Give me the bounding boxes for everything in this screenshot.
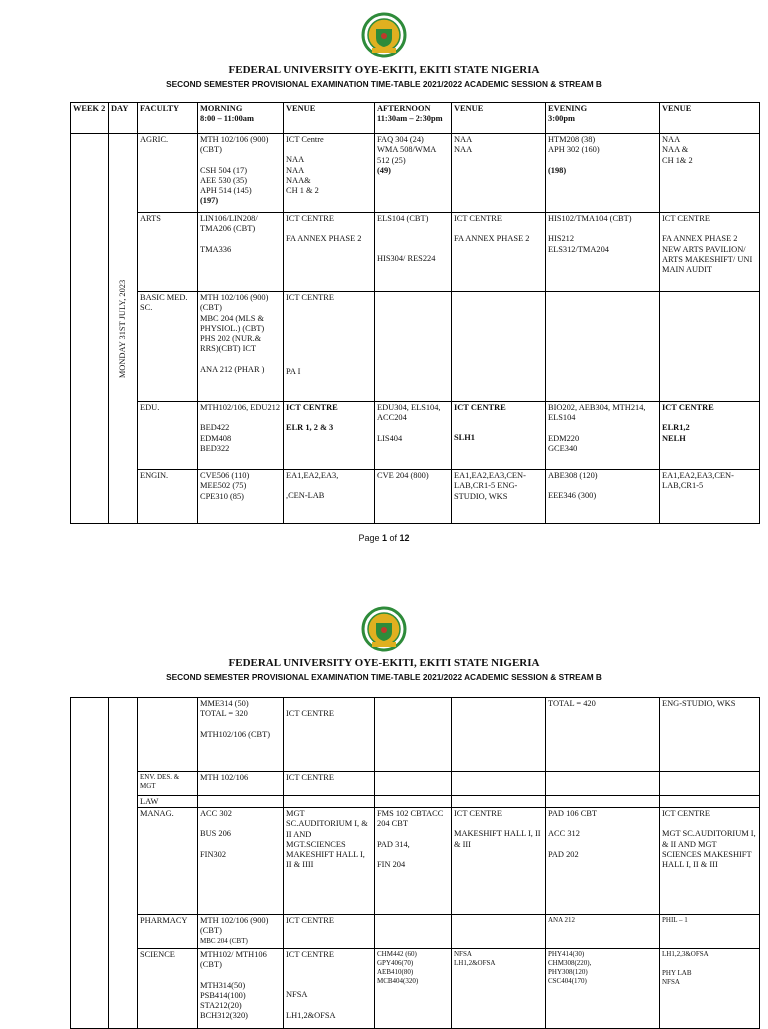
faculty-cell: BASIC MED. SC. bbox=[138, 292, 198, 402]
col-day: DAY bbox=[109, 103, 138, 134]
table-row bbox=[71, 402, 760, 470]
morning-cell: MTH 102/106 (900) (CBT) MBC 204 (CBT) bbox=[198, 915, 284, 949]
col-faculty: FACULTY bbox=[138, 103, 198, 134]
morning-cell: LIN106/LIN208/ TMA206 (CBT) TMA336 bbox=[198, 213, 284, 292]
morning-cell: MME314 (50) TOTAL = 320 MTH102/106 (CBT) bbox=[198, 698, 284, 772]
table-row bbox=[71, 772, 760, 796]
venue-cell: ICT CENTRE bbox=[284, 698, 375, 772]
table-row bbox=[71, 796, 760, 808]
timetable-subtitle: SECOND SEMESTER PROVISIONAL EXAMINATION TIME-TABLE 2021/2022 ACADEMIC SESSION & STREAM B bbox=[166, 79, 602, 89]
venue-cell: EA1,EA2,EA3,CEN-LAB,CR1-5 ENG-STUDIO, WKS bbox=[452, 470, 546, 524]
faculty-cell: AGRIC. bbox=[138, 134, 198, 213]
evening-cell: ANA 212 bbox=[546, 915, 660, 949]
venue-cell: ICT CENTRE FA ANNEX PHASE 2 bbox=[452, 213, 546, 292]
afternoon-cell: CHM442 (60) GPY406(70) AEB410(80) MCB404(320) bbox=[375, 949, 452, 1029]
evening-cell: HIS102/TMA104 (CBT) HIS212 ELS312/TMA204 bbox=[546, 213, 660, 292]
university-title: FEDERAL UNIVERSITY OYE-EKITI, EKITI STATE NIGERIA bbox=[228, 64, 540, 76]
evening-cell: HTM208 (38) APH 302 (160) (198) bbox=[546, 134, 660, 213]
venue-cell: ICT CENTRE MAKESHIFT HALL I, II & III bbox=[452, 808, 546, 915]
venue-cell: ICT CENTRE SLH1 bbox=[452, 402, 546, 470]
day-cell bbox=[109, 698, 138, 1029]
venue-cell: PHIL – 1 bbox=[660, 915, 760, 949]
venue-cell: ICT Centre NAA NAA NAA& CH 1 & 2 bbox=[284, 134, 375, 213]
venue-cell: ICT CENTRE bbox=[284, 772, 375, 796]
col-venue: VENUE bbox=[284, 103, 375, 134]
morning-cell: MTH102/106, EDU212 BED422 EDM408 BED322 bbox=[198, 402, 284, 470]
header-row bbox=[71, 103, 760, 134]
col-morning: MORNING 8:00 – 11:00am bbox=[198, 103, 284, 134]
morning-cell: MTH 102/106 (900) (CBT) MBC 204 (MLS & PHYSIOL.) (CBT) PHS 202 (NUR.& RRS)(CBT) ICT ANA 212 (PHAR ) bbox=[198, 292, 284, 402]
evening-cell: TOTAL = 420 bbox=[546, 698, 660, 772]
venue-cell: NFSA LH1,2&OFSA bbox=[452, 949, 546, 1029]
table-row bbox=[71, 134, 760, 213]
evening-cell: ABE308 (120) EEE346 (300) bbox=[546, 470, 660, 524]
venue-cell: NAA NAA & CH 1& 2 bbox=[660, 134, 760, 213]
afternoon-cell: ELS104 (CBT) HIS304/ RES224 bbox=[375, 213, 452, 292]
university-title: FEDERAL UNIVERSITY OYE-EKITI, EKITI STATE NIGERIA bbox=[228, 657, 540, 669]
faculty-cell: EDU. bbox=[138, 402, 198, 470]
table-row bbox=[71, 698, 760, 772]
faculty-cell: ENGIN. bbox=[138, 470, 198, 524]
venue-cell: LH1,2,3&OFSA PHY LAB NFSA bbox=[660, 949, 760, 1029]
table-row bbox=[71, 808, 760, 915]
venue-cell: ENG-STUDIO, WKS bbox=[660, 698, 760, 772]
evening-cell: PHY414(30) CHM308(220), PHY308(120) CSC404(170) bbox=[546, 949, 660, 1029]
venue-cell: ICT CENTRE FA ANNEX PHASE 2 bbox=[284, 213, 375, 292]
venue-cell: ICT CENTRE NFSA LH1,2&OFSA bbox=[284, 949, 375, 1029]
morning-cell: MTH102/ MTH106 (CBT) MTH314(50) PSB414(100) STA212(20) BCH312(320) bbox=[198, 949, 284, 1029]
afternoon-cell: FMS 102 CBTACC 204 CBT PAD 314, FIN 204 bbox=[375, 808, 452, 915]
day-cell: MONDAY 31ST JULY, 2023 bbox=[109, 134, 138, 524]
morning-cell: ACC 302 BUS 206 FIN302 bbox=[198, 808, 284, 915]
university-crest-icon bbox=[361, 606, 407, 652]
table-row bbox=[71, 213, 760, 292]
venue-cell: NAA NAA bbox=[452, 134, 546, 213]
faculty-cell: PHARMACY bbox=[138, 915, 198, 949]
venue-cell: ICT CENTRE PA I bbox=[284, 292, 375, 402]
venue-cell: ICT CENTRE bbox=[284, 915, 375, 949]
morning-cell: MTH 102/106 (900) (CBT) CSH 504 (17) AEE 530 (35) APH 514 (145) (197) bbox=[198, 134, 284, 213]
timetable-page2 bbox=[70, 697, 760, 1029]
faculty-cell: ENV. DES. & MGT bbox=[138, 772, 198, 796]
faculty-cell: SCIENCE bbox=[138, 949, 198, 1029]
page-number: Page 1 of 12 bbox=[358, 533, 410, 543]
venue-cell: EA1,EA2,EA3,CEN-LAB,CR1-5 bbox=[660, 470, 760, 524]
table-row bbox=[71, 470, 760, 524]
venue-cell: ICT CENTRE MGT SC.AUDITORIUM I, & II AND MGT SCIENCES MAKESHIFT HALL I, II & III bbox=[660, 808, 760, 915]
faculty-cell bbox=[138, 698, 198, 772]
faculty-cell: ARTS bbox=[138, 213, 198, 292]
evening-cell: PAD 106 CBT ACC 312 PAD 202 bbox=[546, 808, 660, 915]
week-cell bbox=[71, 134, 109, 524]
venue-cell: MGT SC.AUDITORIUM I, & II AND MGT.SCIENCES MAKESHIFT HALL I, II & IIII bbox=[284, 808, 375, 915]
venue-cell: ICT CENTRE FA ANNEX PHASE 2 NEW ARTS PAVILION/ ARTS MAKESHIFT/ UNI MAIN AUDIT bbox=[660, 213, 760, 292]
table-row bbox=[71, 915, 760, 949]
evening-cell: BIO202, AEB304, MTH214, ELS104 EDM220 GCE340 bbox=[546, 402, 660, 470]
morning-cell: MTH 102/106 bbox=[198, 772, 284, 796]
table-row bbox=[71, 949, 760, 1029]
col-venue: VENUE bbox=[452, 103, 546, 134]
faculty-cell: MANAG. bbox=[138, 808, 198, 915]
timetable-subtitle: SECOND SEMESTER PROVISIONAL EXAMINATION TIME-TABLE 2021/2022 ACADEMIC SESSION & STREAM B bbox=[166, 672, 602, 682]
col-week: WEEK 2 bbox=[71, 103, 109, 134]
week-cell bbox=[71, 698, 109, 1029]
venue-cell: ICT CENTRE ELR 1, 2 & 3 bbox=[284, 402, 375, 470]
morning-cell: CVE506 (110) MEE502 (75) CPE310 (85) bbox=[198, 470, 284, 524]
afternoon-cell: EDU304, ELS104, ACC204 LIS404 bbox=[375, 402, 452, 470]
university-crest-icon bbox=[361, 12, 407, 58]
afternoon-cell: CVE 204 (800) bbox=[375, 470, 452, 524]
col-afternoon: AFTERNOON 11:30am – 2:30pm bbox=[375, 103, 452, 134]
col-evening: EVENING 3:00pm bbox=[546, 103, 660, 134]
col-venue: VENUE bbox=[660, 103, 760, 134]
faculty-cell: LAW bbox=[138, 796, 198, 808]
venue-cell: ICT CENTRE ELR1,2 NELH bbox=[660, 402, 760, 470]
table-row bbox=[71, 292, 760, 402]
timetable-page1 bbox=[70, 102, 760, 524]
venue-cell: EA1,EA2,EA3, ,CEN-LAB bbox=[284, 470, 375, 524]
afternoon-cell: FAQ 304 (24) WMA 508/WMA 512 (25) (49) bbox=[375, 134, 452, 213]
